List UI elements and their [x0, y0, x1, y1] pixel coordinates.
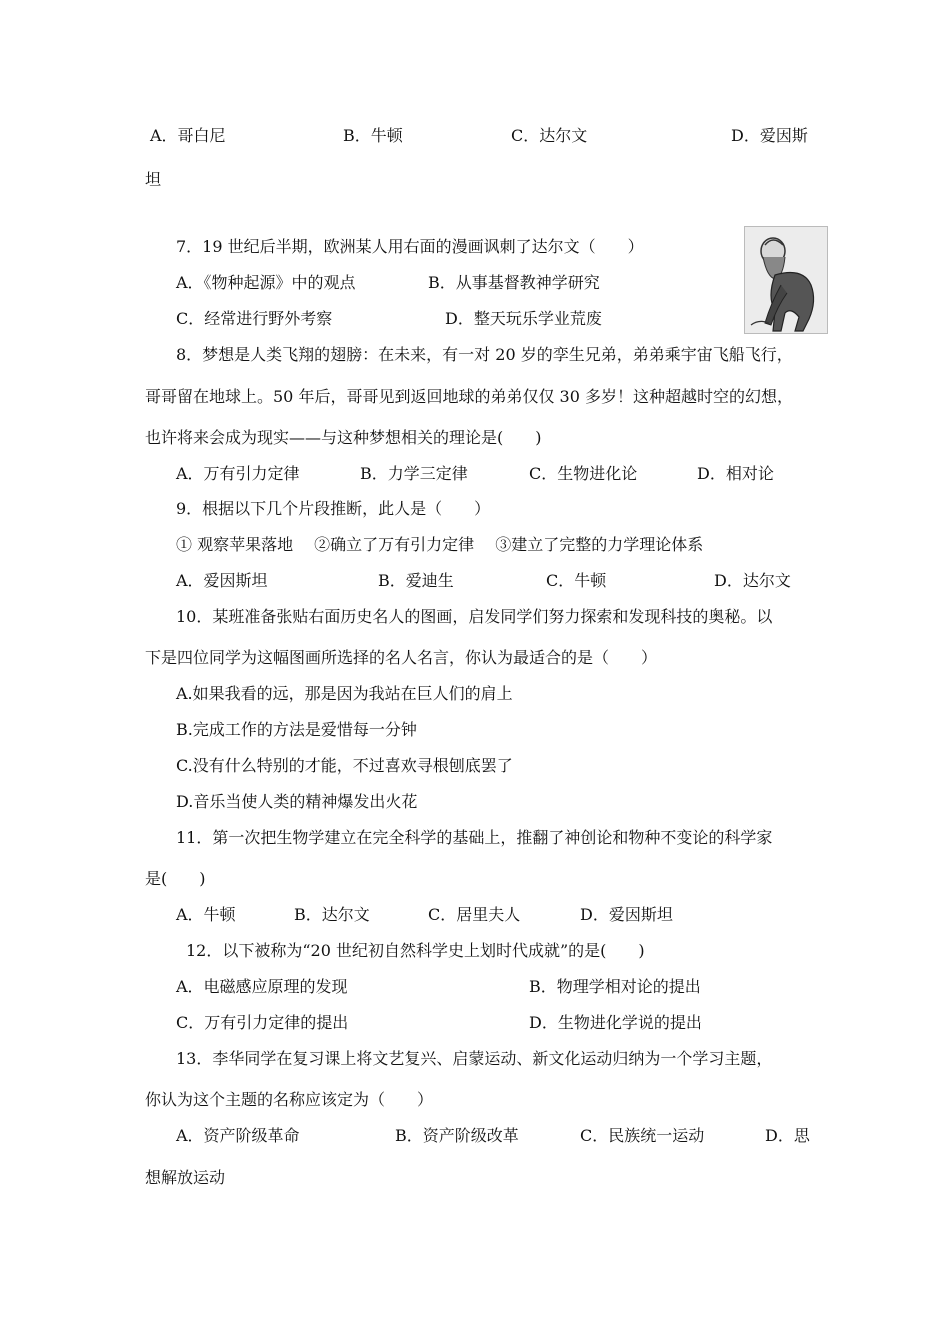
q11-option-d: D．爱因斯坦 — [580, 905, 673, 924]
q11-option-a: A．牛顿 — [176, 905, 236, 924]
q11-line-2: 是( ) — [145, 869, 206, 888]
q10-option-a: A.如果我看的远，那是因为我站在巨人们的肩上 — [176, 684, 513, 703]
q13-option-c: C．民族统一运动 — [580, 1126, 705, 1145]
q8-option-a: A．万有引力定律 — [176, 464, 300, 483]
q10-line-2: 下是四位同学为这幅图画所选择的名人名言，你认为最适合的是（ ） — [145, 648, 658, 667]
q6-option-d-wrap: 坦 — [145, 170, 162, 189]
q7-option-b: B．从事基督教神学研究 — [428, 273, 600, 292]
q11-option-b: B．达尔文 — [294, 905, 370, 924]
q7-option-a: A．《物种起源》中的观点 — [176, 273, 356, 292]
q9-option-c: C．牛顿 — [546, 571, 607, 590]
q9-option-d: D．达尔文 — [714, 571, 791, 590]
q12-option-a: A．电磁感应原理的发现 — [176, 977, 348, 996]
q8-option-b: B．力学三定律 — [360, 464, 468, 483]
q12-stem: 12．以下被称为“20 世纪初自然科学史上划时代成就”的是( ) — [186, 941, 645, 960]
q7-option-c: C．经常进行野外考察 — [176, 309, 333, 328]
q13-option-d-wrap: 想解放运动 — [145, 1168, 226, 1187]
q9-option-a: A．爱因斯坦 — [176, 571, 268, 590]
q7-stem: 7．19 世纪后半期，欧洲某人用右面的漫画讽刺了达尔文（ ） — [176, 237, 644, 256]
q10-option-d: D.音乐当使人类的精神爆发出火花 — [176, 792, 418, 811]
q12-option-d: D．生物进化学说的提出 — [529, 1013, 702, 1032]
q10-option-b: B.完成工作的方法是爱惜每一分钟 — [176, 720, 417, 739]
q12-option-b: B．物理学相对论的提出 — [529, 977, 701, 996]
q8-option-d: D．相对论 — [697, 464, 774, 483]
q11-line-1: 11．第一次把生物学建立在完全科学的基础上，推翻了神创论和物种不变论的科学家 — [176, 828, 773, 847]
q13-option-b: B．资产阶级改革 — [395, 1126, 519, 1145]
q12-option-c: C．万有引力定律的提出 — [176, 1013, 349, 1032]
q8-line-1: 8．梦想是人类飞翔的翅膀：在未来，有一对 20 岁的孪生兄弟，弟弟乘宇宙飞船飞行， — [176, 345, 793, 364]
q13-option-a: A．资产阶级革命 — [176, 1126, 300, 1145]
q9-clues: ① 观察苹果落地 ②确立了万有引力定律 ③建立了完整的力学理论体系 — [176, 535, 704, 554]
q9-stem: 9．根据以下几个片段推断，此人是（ ） — [176, 499, 491, 518]
q9-option-b: B．爱迪生 — [378, 571, 454, 590]
q13-line-1: 13．李华同学在复习课上将文艺复兴、启蒙运动、新文化运动归纳为一个学习主题， — [176, 1049, 773, 1068]
q8-line-2: 哥哥留在地球上。50 年后，哥哥见到返回地球的弟弟仅仅 30 多岁！这种超越时空的幻想， — [145, 387, 793, 406]
q10-line-1: 10．某班准备张贴右面历史名人的图画，启发同学们努力探索和发现科技的奥秘。以 — [176, 607, 773, 626]
q10-option-c: C.没有什么特别的才能，不过喜欢寻根刨底罢了 — [176, 756, 513, 775]
q7-option-d: D．整天玩乐学业荒废 — [445, 309, 602, 328]
q6-option-a: A．哥白尼 — [150, 126, 226, 145]
q8-line-3: 也许将来会成为现实——与这种梦想相关的理论是( ) — [145, 428, 542, 447]
q13-line-2: 你认为这个主题的名称应该定为（ ） — [145, 1090, 434, 1109]
q6-option-d: D．爱因斯 — [731, 126, 808, 145]
q8-option-c: C．生物进化论 — [529, 464, 638, 483]
q6-option-c: C．达尔文 — [511, 126, 588, 145]
q6-option-b: B．牛顿 — [343, 126, 403, 145]
darwin-cartoon-icon — [744, 226, 828, 334]
q13-option-d: D．思 — [765, 1126, 810, 1145]
q11-option-c: C．居里夫人 — [428, 905, 521, 924]
